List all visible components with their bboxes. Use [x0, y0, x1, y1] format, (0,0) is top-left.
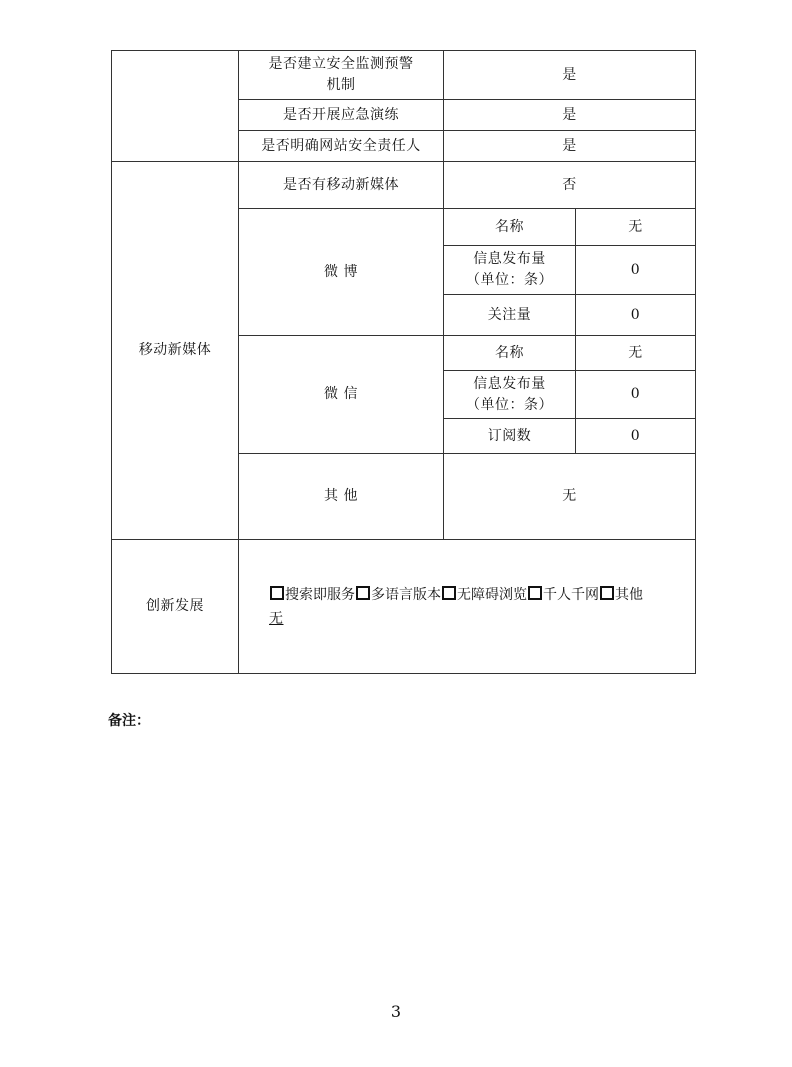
other-innovation-value: 无 [269, 610, 284, 627]
row-label: 是否建立安全监测预警 机制 [239, 51, 444, 100]
option-label: 千人千网 [543, 586, 599, 603]
option-label: 无障碍浏览 [457, 586, 527, 603]
wechat-name-label: 名称 [444, 336, 576, 371]
has-mobile-media-label: 是否有移动新媒体 [239, 162, 444, 209]
wechat-label: 微 信 [239, 336, 444, 454]
page-number: 3 [390, 1002, 402, 1021]
weibo-posts-label: 信息发布量 （单位：条） [444, 246, 576, 295]
section-label-cell [112, 51, 239, 162]
checkbox-icon[interactable] [600, 586, 614, 600]
row-value: 是 [444, 131, 696, 162]
option-label: 多语言版本 [371, 586, 441, 603]
row-value: 是 [444, 100, 696, 131]
report-table [111, 50, 696, 674]
has-mobile-media-value: 否 [444, 162, 696, 209]
weibo-followers-label: 关注量 [444, 295, 576, 336]
wechat-subscribers-label: 订阅数 [444, 419, 576, 454]
checkbox-icon[interactable] [356, 586, 370, 600]
weibo-posts-value: 0 [576, 246, 696, 295]
weibo-name-label: 名称 [444, 209, 576, 246]
wechat-name-value: 无 [576, 336, 696, 371]
wechat-posts-label: 信息发布量 （单位：条） [444, 371, 576, 419]
mobile-media-section-label: 移动新媒体 [112, 162, 239, 540]
row-label: 是否开展应急演练 [239, 100, 444, 131]
other-media-value: 无 [444, 454, 696, 540]
note-label: 备注： [108, 713, 150, 729]
checkbox-icon[interactable] [442, 586, 456, 600]
table-row [112, 162, 696, 209]
innovation-options-cell [239, 540, 696, 674]
checkbox-icon[interactable] [528, 586, 542, 600]
innovation-options [269, 583, 687, 607]
weibo-label: 微 博 [239, 209, 444, 336]
option-label: 搜索即服务 [285, 586, 355, 603]
weibo-followers-value: 0 [576, 295, 696, 336]
checkbox-icon[interactable] [270, 586, 284, 600]
wechat-subscribers-value: 0 [576, 419, 696, 454]
option-label: 其他 [615, 586, 643, 603]
table-row [112, 540, 696, 674]
row-value: 是 [444, 51, 696, 100]
wechat-posts-value: 0 [576, 371, 696, 419]
table-row [112, 51, 696, 100]
row-label: 是否明确网站安全责任人 [239, 131, 444, 162]
innovation-section-label: 创新发展 [112, 540, 239, 674]
weibo-name-value: 无 [576, 209, 696, 246]
other-media-label: 其 他 [239, 454, 444, 540]
